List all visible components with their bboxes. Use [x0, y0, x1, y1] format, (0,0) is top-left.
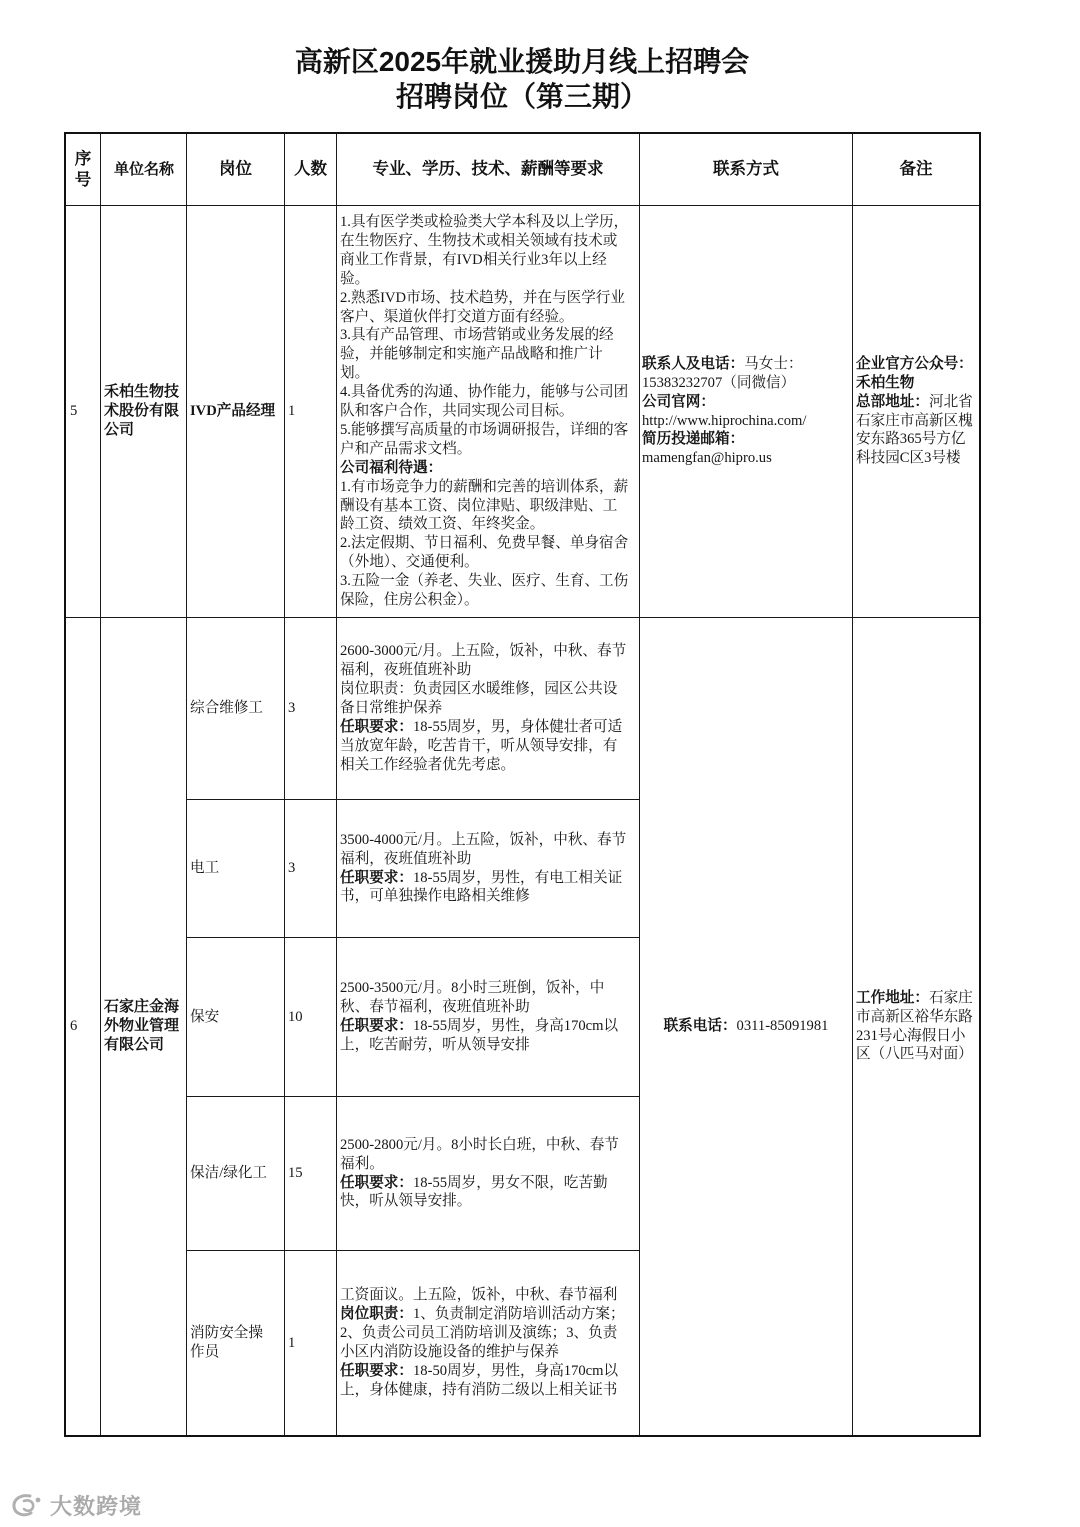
header-count-label: 人数 [294, 160, 327, 178]
contact-person-label: 联系人及电话： [642, 355, 745, 372]
contact-phone-label: 联系电话： [663, 1018, 737, 1035]
position-title: 消防安全操作员 [190, 1325, 263, 1360]
count-cell [284, 799, 337, 938]
address-label: 总部地址： [856, 393, 929, 410]
row-5-position [186, 205, 285, 618]
requirements-cell [336, 617, 640, 800]
salary-line: 3500-4000元/月。上五险，饭补，中秋、春节福利，夜班值班补助 [340, 831, 627, 867]
address-line [856, 989, 976, 1065]
position-title: 电工 [190, 860, 220, 877]
header-contact [639, 133, 853, 206]
position-title: 保洁/绿化工 [190, 1165, 268, 1182]
row-5-count [284, 205, 337, 618]
count-cell [284, 1096, 337, 1251]
row-5-company [100, 205, 187, 618]
email-label: 简历投递邮箱： [642, 431, 745, 448]
row-5-remarks [852, 205, 980, 618]
requirement-line: 1.具有医学类或检验类大学本科及以上学历，在生物医疗、生物技术或相关领域有技术或商业工作背景，有IVD相关行业3年以上经验。 [340, 213, 629, 287]
position-title: 保安 [190, 1008, 220, 1025]
contact-info [642, 1017, 850, 1036]
header-remarks-label: 备注 [899, 160, 933, 178]
position-cell [186, 799, 285, 938]
contact-person-name: 马女士： [744, 355, 803, 372]
header-index-label: 序号 [74, 149, 92, 189]
header-company-label: 单位名称 [113, 161, 174, 178]
qualification-line [340, 869, 631, 907]
position-count: 15 [288, 1165, 303, 1182]
row-6-company [100, 617, 187, 1436]
requirement-line: 5.能够撰写高质量的市场调研报告，详细的客户和产品需求文档。 [340, 421, 629, 457]
salary-line: 2500-3500元/月。8小时三班倒，饭补，中秋、春节福利，夜班值班补助 [340, 980, 605, 1016]
requirement-line: 3.具有产品管理、市场营销或业务发展的经验，并能够制定和实施产品战略和推广计划。 [340, 327, 614, 382]
row-index-value: 6 [70, 1018, 78, 1035]
requirements-cell [336, 1096, 640, 1251]
header-position-label: 岗位 [219, 160, 252, 178]
count-cell [284, 937, 337, 1097]
position-cell [186, 937, 285, 1097]
requirements-cell [336, 937, 640, 1097]
qualification-text: 18-55周岁，男性，有电工相关证书，可单独操作电路相关维修 [340, 869, 623, 905]
row-6-index [65, 617, 101, 1436]
qualification-label: 任职要求： [340, 718, 413, 735]
title-line-1: 高新区2025年就业援助月线上招聘会 [294, 46, 750, 77]
header-count [284, 133, 337, 206]
qualification-label: 任职要求： [340, 1018, 413, 1034]
row-6-remarks [852, 617, 980, 1436]
website-url: http://www.hiprochina.com/ [642, 412, 807, 429]
title-line-2: 招聘岗位（第三期） [395, 81, 648, 112]
benefits-heading: 公司福利待遇： [340, 459, 443, 476]
remarks-text [856, 355, 976, 468]
header-company [100, 133, 187, 206]
document-title [65, 44, 979, 114]
row-5-contact [639, 205, 853, 618]
email-address: mamengfan@hipro.us [642, 450, 772, 467]
count-cell [284, 617, 337, 800]
qualification-text: 18-55周岁，男女不限，吃苦勤快，听从领导安排。 [340, 1174, 608, 1210]
position-cell [186, 1250, 285, 1436]
position-cell [186, 617, 285, 800]
requirement-line: 2.熟悉IVD市场、技术趋势，并在与医学行业客户、渠道伙伴打交道方面有经验。 [340, 289, 625, 325]
position-title: IVD产品经理 [190, 403, 276, 420]
header-contact-label: 联系方式 [713, 160, 779, 178]
watermark [10, 1490, 142, 1520]
qualification-line [340, 1362, 631, 1400]
position-title: 综合维修工 [190, 700, 263, 717]
qualification-line [340, 718, 631, 775]
requirements-cell [336, 799, 640, 938]
official-account: 企业官方公众号：禾柏生物 [856, 355, 973, 391]
row-6-contact [639, 617, 853, 1436]
qualification-line [340, 1174, 631, 1212]
salary-line: 2500-2800元/月。8小时长白班，中秋、春节福利。 [340, 1136, 619, 1172]
address-value: 河北省石家庄市高新区槐安东路365号方亿科技园C区3号楼 [856, 393, 973, 467]
requirements-text [340, 979, 631, 1055]
row-index-value: 5 [70, 403, 78, 420]
qualification-text: 18-50周岁，男性，身高170cm以上，身体健康，持有消防二级以上相关证书 [340, 1362, 619, 1398]
address-value: 石家庄市高新区裕华东路231号心海假日小区（八匹马对面） [856, 989, 973, 1063]
duty-line: 岗位职责：负责园区水暖维修，园区公共设备日常维护保养 [340, 681, 618, 717]
header-requirements-label: 专业、学历、技术、薪酬等要求 [372, 160, 604, 178]
header-requirements [336, 133, 640, 206]
benefit-line: 2.法定假期、节日福利、免费早餐、单身宿舍（外地）、交通便利。 [340, 535, 629, 571]
company-name: 禾柏生物技术股份有限公司 [104, 384, 180, 438]
company-name: 石家庄金海外物业管理有限公司 [104, 999, 180, 1053]
salary-line: 工资面议。上五险，饭补，中秋、春节福利 [340, 1287, 618, 1304]
duty-line [340, 1305, 631, 1362]
address-label: 工作地址： [856, 989, 929, 1006]
qualification-text: 18-55周岁，男，身体健壮者可适当放宽年龄，吃苦肯干，听从领导安排，有相关工作经验者优先考虑。 [340, 718, 623, 773]
header-index [65, 133, 101, 206]
requirements-text [340, 1286, 631, 1399]
duty-label: 岗位职责： [340, 1306, 413, 1323]
header-position [186, 133, 285, 206]
contact-phone: 0311-85091981 [736, 1018, 829, 1035]
position-count: 1 [288, 403, 296, 420]
requirement-line: 4.具备优秀的沟通、协作能力，能够与公司团队和客户合作，共同实现公司目标。 [340, 384, 629, 420]
contact-person-line [642, 355, 850, 393]
watermark-text: 大数跨境 [50, 1493, 143, 1519]
row-5-requirements [336, 205, 640, 618]
requirements-text [340, 642, 631, 774]
requirements-cell [336, 1250, 640, 1436]
position-count: 10 [288, 1008, 303, 1025]
qualification-text: 18-55周岁，男性，身高170cm以上，吃苦耐劳，听从领导安排 [340, 1018, 619, 1053]
row-5-index [65, 205, 101, 618]
website-label: 公司官网： [642, 393, 715, 410]
contact-info [642, 355, 850, 468]
position-count: 3 [288, 700, 296, 717]
address-line [856, 393, 976, 469]
salary-line: 2600-3000元/月。上五险，饭补，中秋、春节福利，夜班值班补助 [340, 643, 627, 679]
qualification-label: 任职要求： [340, 1174, 413, 1191]
requirements-text [340, 213, 631, 610]
contact-phone: 15383232707（同微信） [642, 374, 796, 391]
position-count: 3 [288, 860, 296, 877]
count-cell [284, 1250, 337, 1436]
requirements-text [340, 1136, 631, 1212]
qualification-line [340, 1017, 631, 1055]
position-count: 1 [288, 1334, 296, 1351]
qualification-label: 任职要求： [340, 869, 413, 886]
header-remarks [852, 133, 980, 206]
duty-text: 1、负责制定消防培训活动方案；2、负责公司员工消防培训及演练；3、负责小区内消防设施设备的维护与保养 [340, 1306, 625, 1360]
benefit-line: 3.五险一金（养老、失业、医疗、生育、工伤保险，住房公积金）。 [340, 573, 629, 609]
qualification-label: 任职要求： [340, 1362, 413, 1379]
requirements-text [340, 831, 631, 907]
position-cell [186, 1096, 285, 1251]
swirl-logo-icon [10, 1492, 44, 1518]
benefit-line: 1.有市场竞争力的薪酬和完善的培训体系，薪酬设有基本工资、岗位津贴、职级津贴、工龄工资、绩效工资、年终奖金。 [340, 478, 629, 533]
